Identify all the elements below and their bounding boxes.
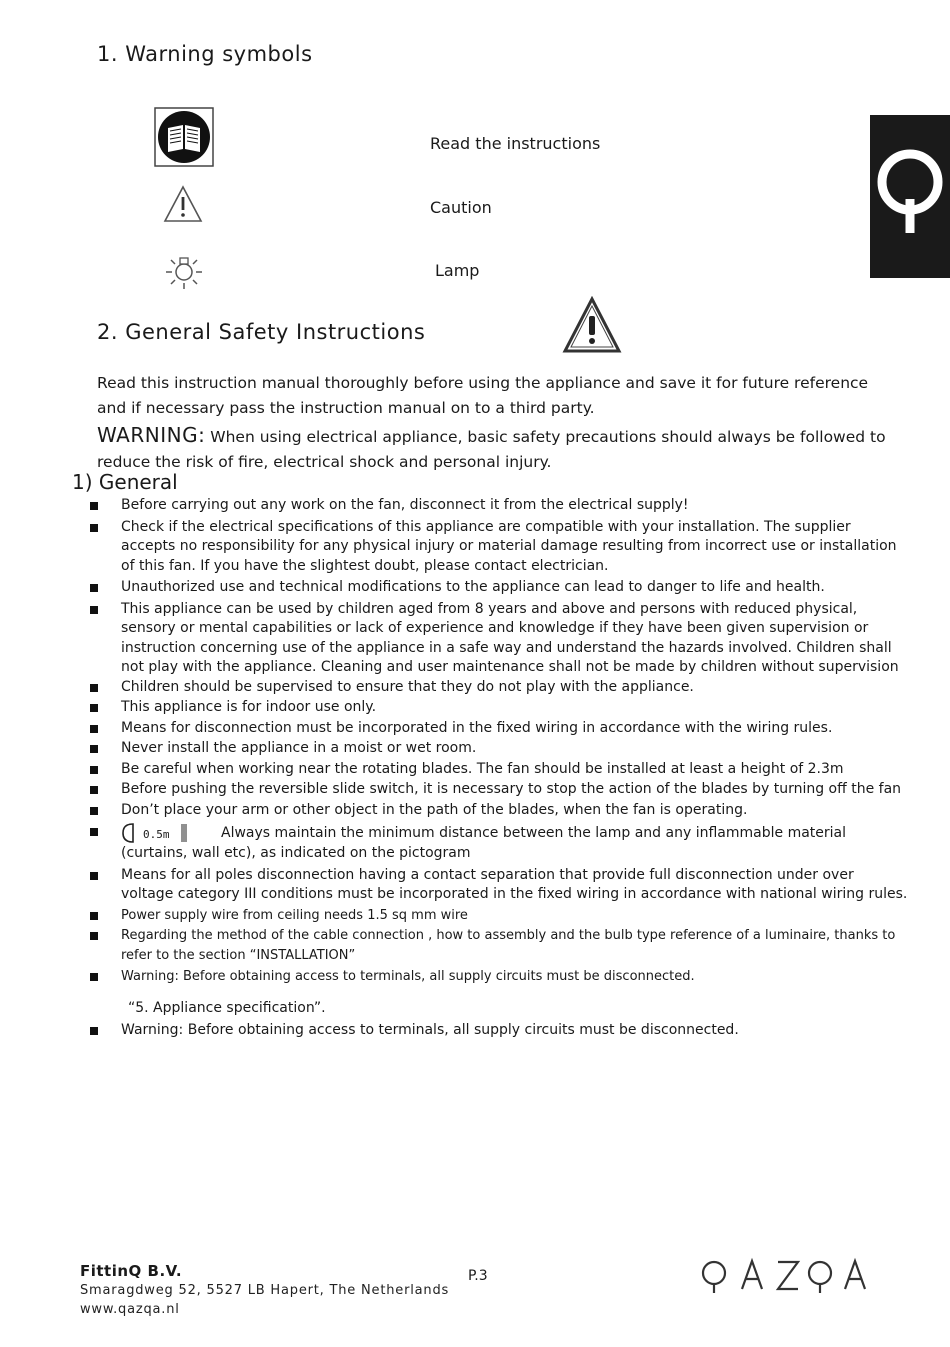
list-item: Before carrying out any work on the fan, disconnect it from the electrical supply! [88,496,908,516]
intro-paragraph: Read this instruction manual thoroughly before using the appliance and save it for future reference and if necessary pass the instruction manual on to a third party. [97,374,869,417]
list-item: Unauthorized use and technical modifications to the appliance can lead to danger to life and health. [88,578,908,598]
distance-pictogram [121,822,221,844]
qazqa-logo [700,1257,870,1297]
bullet-icon [90,807,98,815]
list-item: Means for all poles disconnection having a contact separation that provide full disconnection under over voltage category III conditions must be incorporated in the fixed wiring in accordance with national wiring rules. [88,866,908,905]
list-item: This appliance is for indoor use only. [88,698,908,718]
warning-word: WARNING: [97,423,206,447]
bullet-icon [90,684,98,692]
bullet-icon [90,973,98,981]
list-item: Never install the appliance in a moist or wet room. [88,739,908,759]
list-item: Warning: Before obtaining access to terminals, all supply circuits must be disconnected. [88,1021,908,1041]
list-item: Check if the electrical specifications of this appliance are compatible with your installation. The supplier accepts no responsibility for any physical injury or material damage resulting from incorrect use or installation of this fan. If you have the slightest doubt, please contact electrician. [88,518,908,577]
qazqa-mark-icon [870,115,950,278]
list-item: This appliance can be used by children aged from 8 years and above and persons with reduced physical, sensory or mental capabilities or lack of experience and knowledge if they have been given supervision or instruction concerning use of the appliance in a safe way and understand the hazards involved. Children shall not play with the appliance. Cleaning and user maintenance shall not be made by children without supervision [88,600,908,678]
page-number: P.3 [468,1268,488,1284]
list-item: Children should be supervised to ensure that they do not play with the appliance. [88,678,908,698]
read-instructions-label: Read the instructions [430,134,601,153]
caution-triangle-icon [163,185,203,223]
list-item: Be careful when working near the rotating blades. The fan should be installed at least a height of 2.3m [88,760,908,780]
general-list [88,496,908,987]
footer-company: FittinQ B.V. [80,1262,183,1280]
list-item: Regarding the method of the cable connection , how to assembly and the bulb type reference of a luminaire, thanks to refer to the section “INSTALLATION” [88,926,908,965]
bullet-icon [90,725,98,733]
appliance-spec-reference: “5. Appliance specification”. [128,1000,326,1016]
bullet-icon [90,912,98,920]
book-icon [154,107,214,167]
section-1-title: 1. Warning symbols [97,42,313,66]
lamp-label: Lamp [435,261,480,280]
bullet-icon [90,606,98,614]
warning-triangle-icon [562,296,622,354]
footer-website: www.qazqa.nl [80,1302,180,1317]
footer-address: Smaragdweg 52, 5527 LB Hapert, The Netherlands [80,1283,450,1298]
bullet-icon [90,932,98,940]
list-item: Power supply wire from ceiling needs 1.5 sq mm wire [88,906,908,926]
bullet-icon [90,524,98,532]
bullet-icon [90,766,98,774]
general-heading: 1) General [72,470,178,494]
list-item: Don’t place your arm or other object in the path of the blades, when the fan is operating. [88,801,908,821]
bullet-icon [90,584,98,592]
bullet-icon [90,1027,98,1035]
bullet-icon [90,872,98,880]
final-list [88,1021,908,1041]
lamp-icon [163,250,205,292]
section-2-title: 2. General Safety Instructions [97,320,426,344]
list-item: Before pushing the reversible slide switch, it is necessary to stop the action of the blades by turning off the fan [88,780,908,800]
warning-paragraph [97,423,897,475]
bullet-icon [90,704,98,712]
bullet-icon [90,828,98,836]
bullet-icon [90,786,98,794]
section-tab [870,115,950,278]
qazqa-wordmark-icon [700,1257,870,1297]
bullet-icon [90,745,98,753]
list-item: Warning: Before obtaining access to terminals, all supply circuits must be disconnected. [88,967,908,987]
list-item: Means for disconnection must be incorporated in the fixed wiring in accordance with the wiring rules. [88,719,908,739]
distance-label: 0.5m [143,828,170,841]
caution-label: Caution [430,198,492,217]
warning-text: When using electrical appliance, basic safety precautions should always be followed to reduce the risk of fire, electrical shock and personal injury. [97,428,886,471]
list-item: 0.5m Always maintain the minimum distance between the lamp and any inflammable material (curtains, wall etc), as indicated on the pictogram [88,822,908,864]
bullet-icon [90,502,98,510]
